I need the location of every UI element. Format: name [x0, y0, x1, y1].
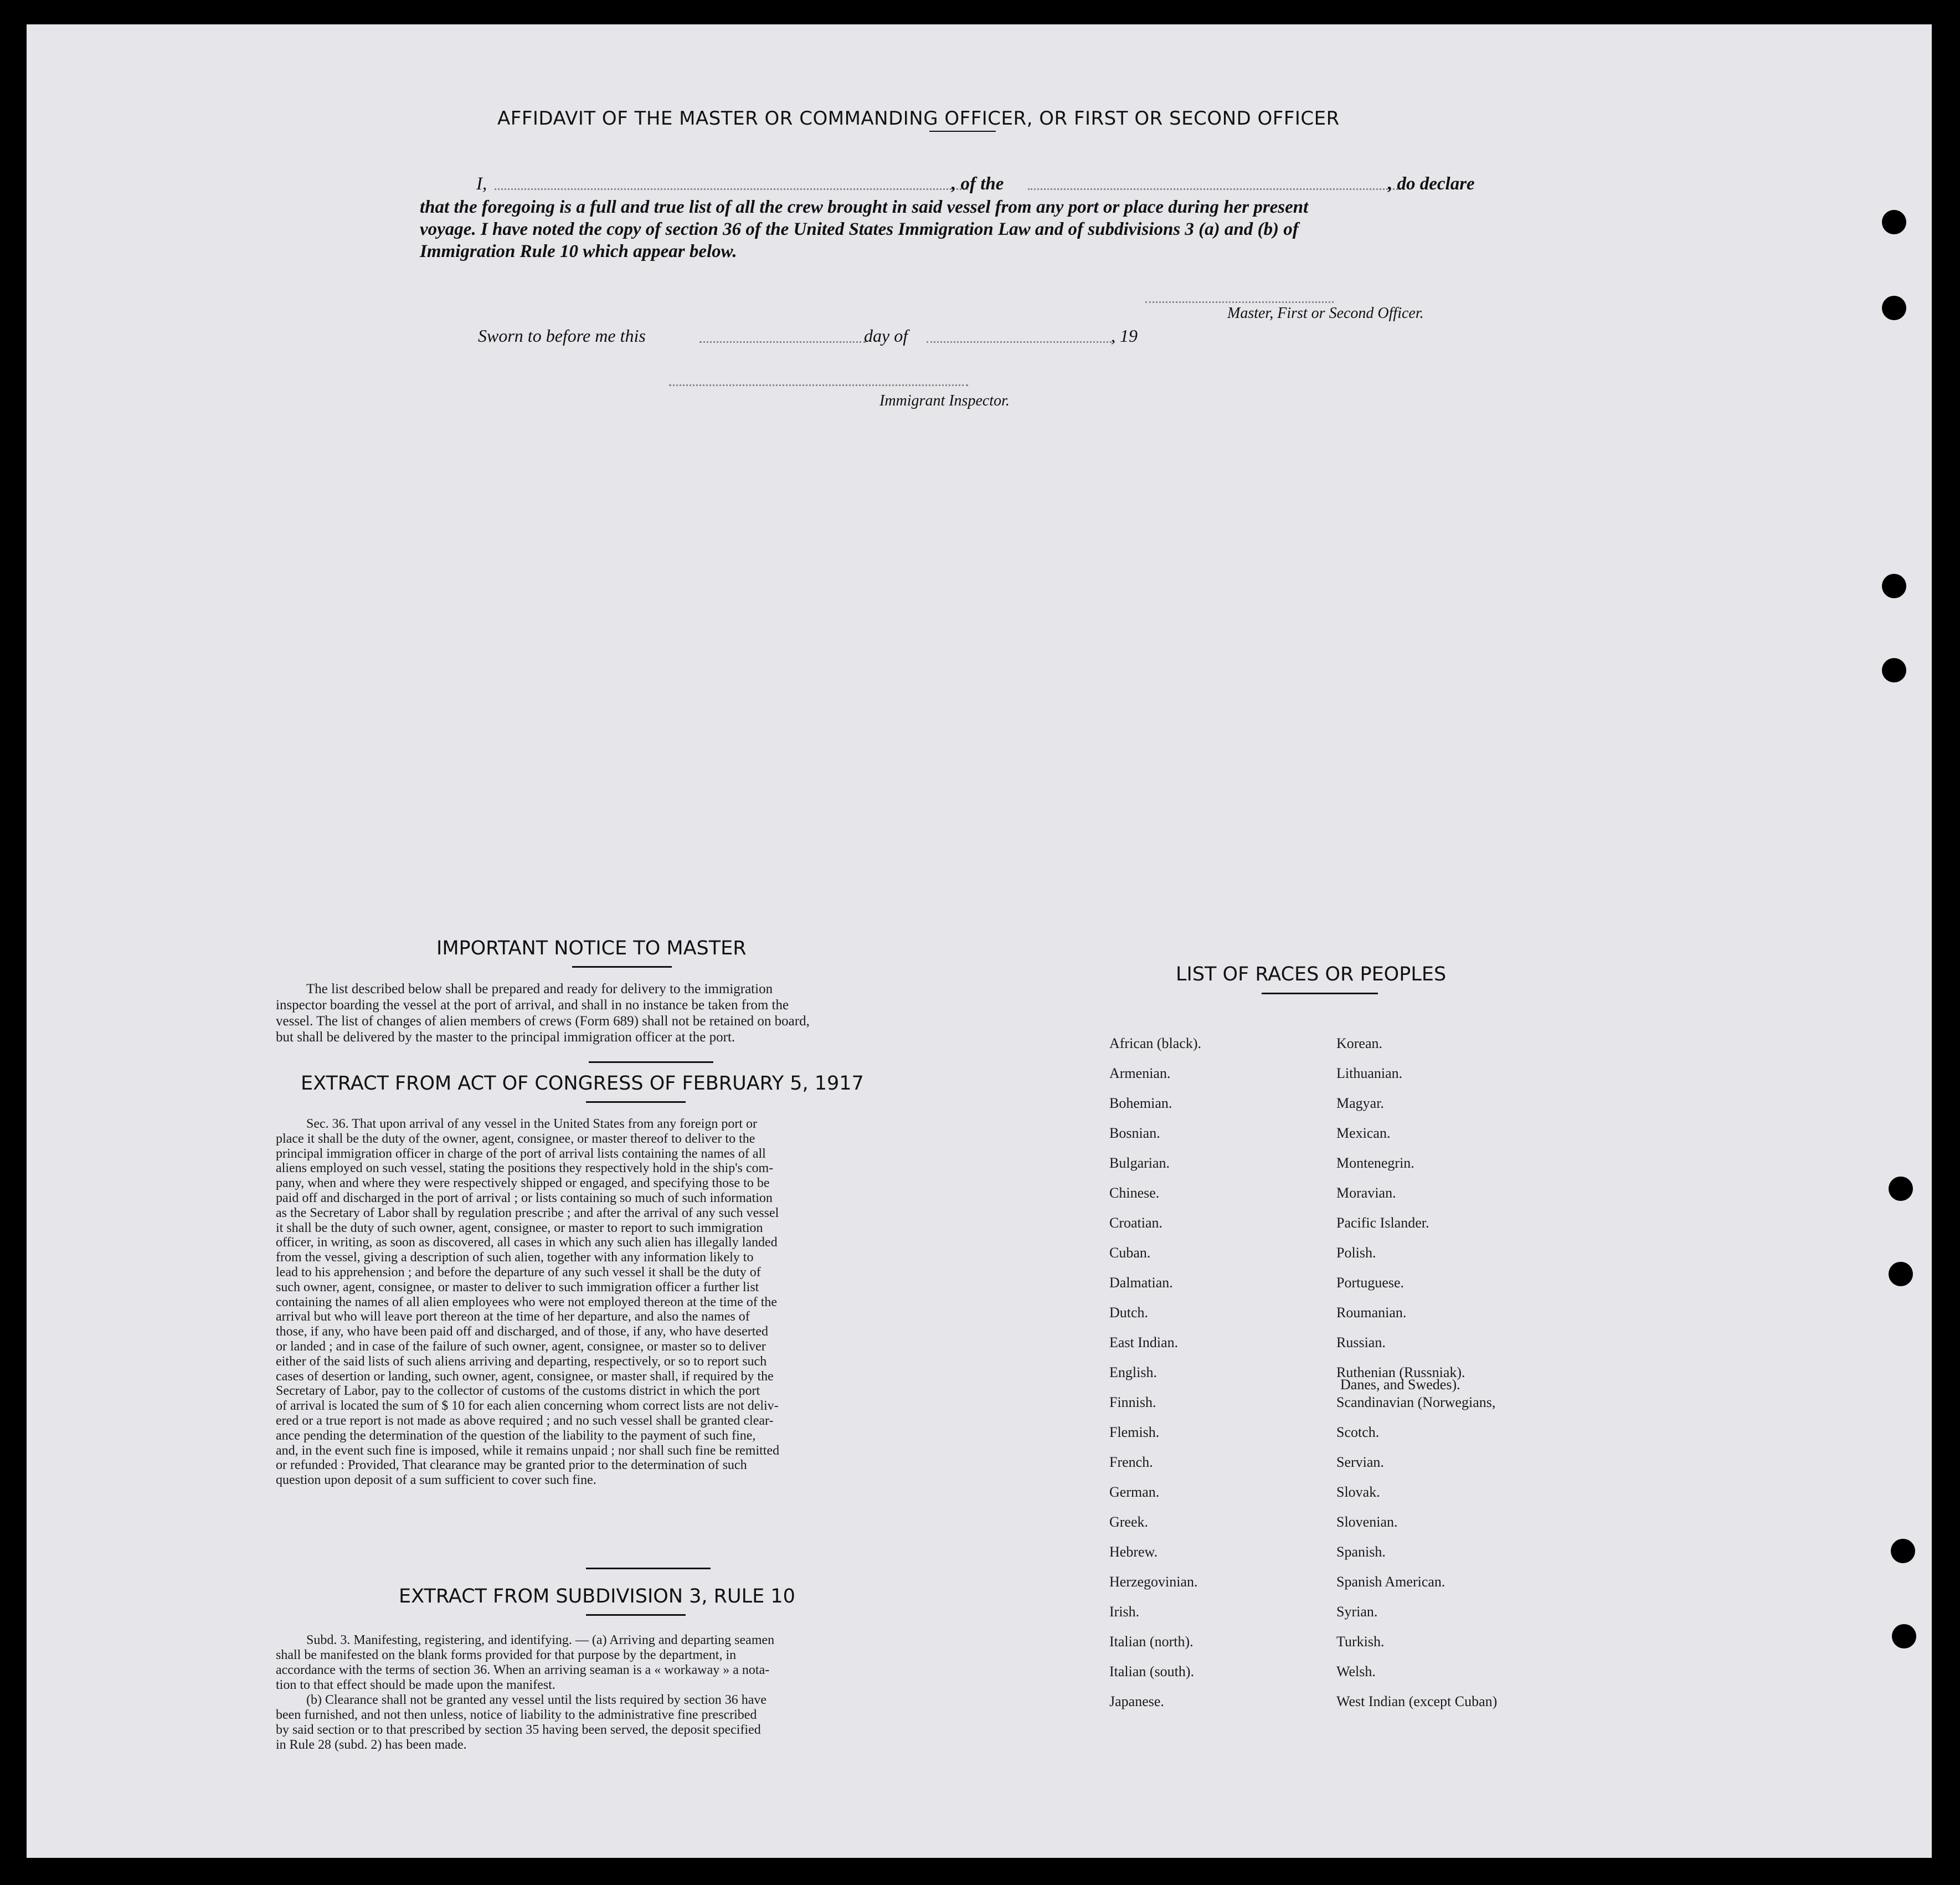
race-item: Cuban.: [1109, 1245, 1151, 1261]
day-of-label: day of: [864, 326, 908, 346]
text-line: officer, in writing, as soon as discovered, all cases in which any such alien has illegally landed: [276, 1235, 778, 1250]
race-item: Chinese.: [1109, 1185, 1160, 1201]
text-line: paid off and discharged in the port of arrival ; or lists containing so much of such information: [276, 1191, 773, 1205]
race-item: Japanese.: [1109, 1693, 1164, 1709]
text-line: inspector boarding the vessel at the port of arrival, and shall in no instance be taken from the: [276, 998, 789, 1013]
text-line: pany, when and where they were respectively shipped or engaged, and specifying those to be: [276, 1176, 770, 1191]
binder-hole: [1882, 296, 1906, 320]
text-line: accordance with the terms of section 36. When an arriving seaman is a « workaway » a nota-: [276, 1663, 770, 1677]
inspector-signature-line[interactable]: [669, 384, 968, 386]
race-item: Slovenian.: [1336, 1514, 1398, 1530]
race-item: Roumanian.: [1336, 1304, 1407, 1321]
binder-hole: [1889, 1177, 1913, 1201]
do-declare-label: , do declare: [1388, 174, 1475, 194]
text-line: lead to his apprehension ; and before the departure of any such vessel it shall be the duty of: [276, 1265, 761, 1280]
race-item: West Indian (except Cuban): [1336, 1693, 1498, 1709]
race-item: Bosnian.: [1109, 1125, 1160, 1141]
binder-hole: [1892, 1624, 1916, 1648]
text-line: ered or a true report is not made as above required ; and no such vessel shall be granted clear-: [276, 1414, 774, 1428]
race-item: Lithuanian.: [1336, 1065, 1403, 1081]
race-item: Croatian.: [1109, 1215, 1163, 1231]
races-underline: [1262, 993, 1378, 994]
race-item: Flemish.: [1109, 1424, 1160, 1440]
of-the-label: , of the: [951, 174, 1004, 194]
text-line: containing the names of all alien employees who were not employed thereon at the time of the: [276, 1295, 778, 1309]
text-line: cases of desertion or landing, such owner, agent, consignee, or master shall, if required by the: [276, 1369, 774, 1384]
signature-caption: Master, First or Second Officer.: [1227, 305, 1424, 322]
race-item: Herzegovinian.: [1109, 1574, 1198, 1590]
text-line: Secretary of Labor, pay to the collector of customs of the customs district in which the port: [276, 1384, 760, 1399]
race-item: Finnish.: [1109, 1394, 1156, 1410]
notice-underline: [572, 966, 672, 968]
race-item: Turkish.: [1336, 1634, 1385, 1650]
text-line: tion to that effect should be made upon the manifest.: [276, 1678, 555, 1692]
text-line: those, if any, who have been paid off and discharged, and of those, if any, who have deserted: [276, 1324, 769, 1339]
text-line: either of the said lists of such aliens arriving and departing, respectively, or so to report such: [276, 1354, 767, 1369]
text-line: from the vessel, giving a description of such alien, together with any information likely to: [276, 1250, 754, 1265]
act-extract-title: EXTRACT FROM ACT OF CONGRESS OF FEBRUARY 5, 1917: [301, 1072, 864, 1095]
race-item: Irish.: [1109, 1604, 1140, 1620]
sworn-day-field[interactable]: [699, 341, 866, 343]
race-item: Spanish American.: [1336, 1574, 1445, 1590]
races-title: LIST OF RACES OR PEOPLES: [1176, 963, 1447, 985]
binder-hole: [1891, 1539, 1915, 1563]
race-item: German.: [1109, 1484, 1160, 1500]
race-item: Dalmatian.: [1109, 1275, 1173, 1291]
race-item: French.: [1109, 1454, 1153, 1470]
text-line: Sec. 36. That upon arrival of any vessel in the United States from any foreign port or: [306, 1117, 758, 1131]
section-divider: [586, 1568, 711, 1569]
i-label: I,: [476, 174, 487, 194]
race-item: Korean.: [1336, 1035, 1383, 1051]
text-line: aliens employed on such vessel, stating the positions they respectively hold in the ship's com-: [276, 1161, 774, 1176]
title-underline: [929, 131, 996, 132]
text-line: arrival but who will leave port thereon at the time of her departure, and also the names of: [276, 1309, 750, 1324]
sworn-month-field[interactable]: [927, 341, 1115, 343]
race-item: Italian (north).: [1109, 1634, 1194, 1650]
notice-title: IMPORTANT NOTICE TO MASTER: [436, 937, 747, 959]
race-item: Ruthenian (Russniak).: [1336, 1364, 1465, 1380]
rule-extract-underline: [586, 1614, 686, 1616]
binder-hole: [1882, 658, 1906, 682]
race-item: Slovak.: [1336, 1484, 1380, 1500]
text-line: but shall be delivered by the master to the principal immigration officer at the port.: [276, 1030, 735, 1045]
signature-line[interactable]: [1145, 301, 1334, 303]
race-item: English.: [1109, 1364, 1157, 1380]
declaration-line-1: that the foregoing is a full and true list of all the crew brought in said vessel from any port or place during her present: [420, 197, 1309, 217]
race-item: Welsh.: [1336, 1663, 1376, 1679]
race-item: Mexican.: [1336, 1125, 1391, 1141]
race-item: Dutch.: [1109, 1304, 1149, 1321]
name-field[interactable]: [495, 188, 968, 190]
race-item: Bohemian.: [1109, 1095, 1172, 1111]
text-line: as the Secretary of Labor shall by regulation prescribe ; and after the arrival of any such vessel: [276, 1205, 779, 1220]
race-item: Hebrew.: [1109, 1544, 1158, 1560]
binder-hole: [1882, 574, 1906, 598]
text-line: by said section or to that prescribed by section 35 having been served, the deposit specified: [276, 1723, 761, 1737]
text-line: in Rule 28 (subd. 2) has been made.: [276, 1738, 467, 1752]
race-item: Armenian.: [1109, 1065, 1171, 1081]
race-item: Greek.: [1109, 1514, 1149, 1530]
text-line: question upon deposit of a sum sufficient to cover such fine.: [276, 1473, 596, 1488]
rule-extract-title: EXTRACT FROM SUBDIVISION 3, RULE 10: [399, 1585, 795, 1607]
text-line: been furnished, and not then unless, notice of liability to the administrative fine prescribed: [276, 1708, 757, 1722]
race-item: Servian.: [1336, 1454, 1384, 1470]
race-item: Moravian.: [1336, 1185, 1396, 1201]
text-line: or refunded : Provided, That clearance may be granted prior to the determination of such: [276, 1458, 747, 1473]
sworn-label: Sworn to before me this: [478, 326, 646, 346]
race-item: Scotch.: [1336, 1424, 1380, 1440]
race-item-continuation: Danes, and Swedes).: [1340, 1376, 1460, 1393]
text-line: it shall be the duty of such owner, agent, consignee, or master to report to such immigration: [276, 1220, 763, 1235]
document-page: [27, 24, 1932, 1858]
binder-hole: [1882, 210, 1906, 234]
affidavit-title: AFFIDAVIT OF THE MASTER OR COMMANDING OFFICER, OR FIRST OR SECOND OFFICER: [497, 107, 1340, 130]
race-item: Montenegrin.: [1336, 1155, 1414, 1171]
race-item: Russian.: [1336, 1334, 1386, 1350]
race-item: African (black).: [1109, 1035, 1202, 1051]
race-item: Bulgarian.: [1109, 1155, 1170, 1171]
text-line: vessel. The list of changes of alien members of crews (Form 689) shall not be retained on board,: [276, 1014, 810, 1029]
race-item: East Indian.: [1109, 1334, 1179, 1350]
section-divider: [589, 1061, 713, 1063]
race-item: Italian (south).: [1109, 1663, 1195, 1679]
text-line: shall be manifested on the blank forms provided for that purpose by the department, in: [276, 1648, 737, 1662]
binder-hole: [1889, 1262, 1913, 1286]
inspector-caption: Immigrant Inspector.: [879, 392, 1010, 409]
text-line: (b) Clearance shall not be granted any vessel until the lists required by section 36 have: [306, 1693, 767, 1707]
race-item: Pacific Islander.: [1336, 1215, 1429, 1231]
vessel-field[interactable]: [1028, 188, 1405, 190]
race-item: Scandinavian (Norwegians,: [1336, 1394, 1496, 1410]
text-line: Subd. 3. Manifesting, registering, and identifying. — (a) Arriving and departing seamen: [306, 1633, 775, 1647]
race-item: Portuguese.: [1336, 1275, 1405, 1291]
text-line: The list described below shall be prepared and ready for delivery to the immigration: [306, 982, 773, 997]
text-line: and, in the event such fine is imposed, while it remains unpaid ; nor shall such fine be remitted: [276, 1443, 780, 1458]
race-item: Syrian.: [1336, 1604, 1378, 1620]
text-line: place it shall be the duty of the owner, agent, consignee, or master thereof to deliver to the: [276, 1131, 755, 1146]
act-extract-underline: [586, 1101, 686, 1103]
race-item: Polish.: [1336, 1245, 1376, 1261]
text-line: such owner, agent, consignee, or master to deliver to such immigration officer a further list: [276, 1280, 759, 1295]
declaration-line-2: voyage. I have noted the copy of section 36 of the United States Immigration Law and of subdivisions 3 (a) and (b) of: [420, 219, 1299, 239]
text-line: or landed ; and in case of the failure of such owner, agent, consignee, or master so to deliver: [276, 1339, 766, 1354]
text-line: ance pending the determination of the question of the liability to the payment of such fine,: [276, 1428, 756, 1443]
year-label: , 19: [1111, 326, 1138, 346]
text-line: of arrival is located the sum of $ 10 for each alien concerning whom correct lists are not deliv-: [276, 1399, 779, 1414]
race-item: Spanish.: [1336, 1544, 1386, 1560]
text-line: principal immigration officer in charge of the port of arrival lists containing the names of all: [276, 1146, 766, 1161]
declaration-line-3: Immigration Rule 10 which appear below.: [420, 242, 737, 261]
race-item: Magyar.: [1336, 1095, 1384, 1111]
